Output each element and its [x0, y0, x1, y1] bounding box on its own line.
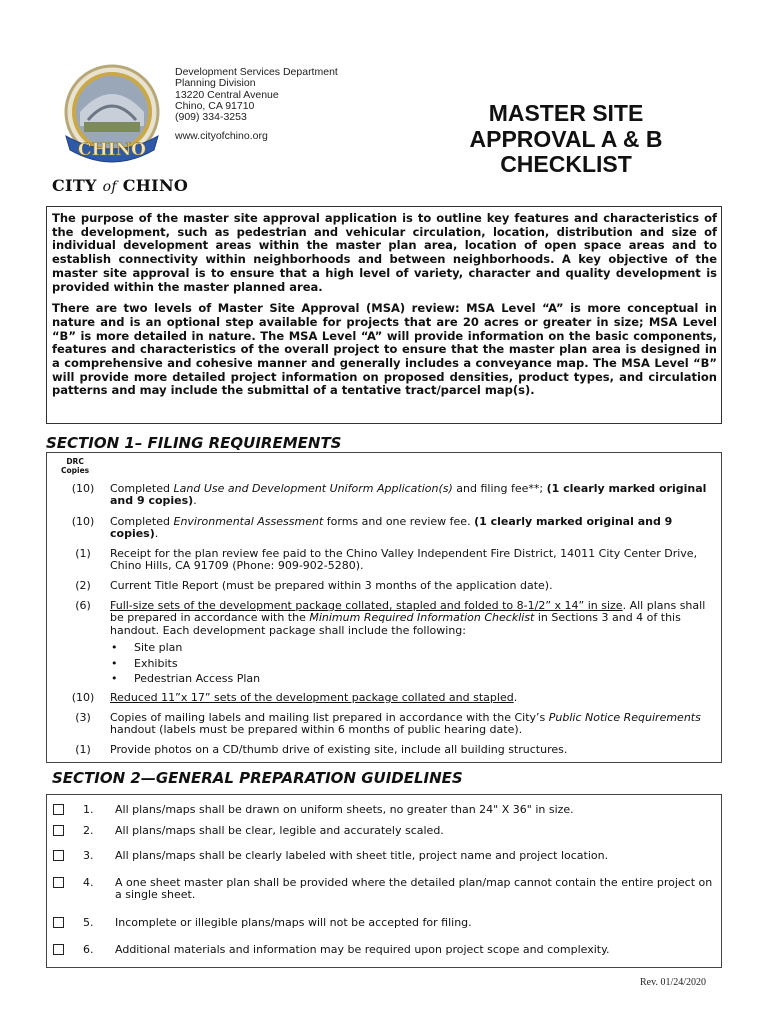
dept-line: Chino, CA 91710 — [175, 99, 255, 112]
document-title: MASTER SITE APPROVAL A & B CHECKLIST — [469, 100, 663, 177]
checkbox[interactable] — [53, 944, 64, 955]
checkbox[interactable] — [53, 825, 64, 836]
section1-table: DRC Copies (10) Completed Land Use and Development Uniform Application(s) and filing fee**; (1 clearly marked original and 9 copies). (10) Completed Environmental Assessment forms and one review fee. (1 clearly marked original and 9 copies). (1) Receipt for the plan review fee paid to the Chino Valley Independent Fire District, 14011 City Center Drive, Chino Hills, CA 91709 (Phone: 909-902-5280). (2) Current Title Report (must be prepared within 3 months of the application date). (6) Full-size sets of the development package collated, stapled and folded to 8-1/2” x 14” in size. All plans shall be prepared in accordance with the Minimum Required Information Checklist in Sections 3 and 4 of this handout. Each development package shall include the following: • Site plan • Exhibits • Pedestrian Access Plan (10) Reduced 11”x 17” sets of the development package collated and stapled. (3) Copies of mailing labels and mailing list prepared in accordance with the City’s Public Notice Requirements handout (labels must be prepared within 6 months of public hearing date). (1) Provide photos on a CD/thumb drive of existing site, include all building structures. — [46, 452, 722, 763]
dept-line: 13220 Central Avenue — [175, 88, 279, 101]
checkbox[interactable] — [53, 877, 64, 888]
city-seal-logo — [58, 62, 166, 177]
section2-heading: SECTION 2—GENERAL PREPARATION GUIDELINES — [52, 769, 463, 787]
package-contents-list — [110, 640, 716, 687]
department-address — [175, 67, 338, 143]
checkbox[interactable] — [53, 804, 64, 815]
revision-date: Rev. 01/24/2020 — [640, 977, 707, 988]
intro-paragraph-1: The purpose of the master site approval application is to outline key features and characteristics of the development, such as pedestrian and vehicular circulation, location, distribution and size of individual development areas within the master plan area, location of open space areas and to establish connectivity within neighborhoods and between neighborhoods. A key objective of the master site approval is to ensure that a high level of variety, character and quality development is provided within the master planned area. — [52, 211, 717, 294]
list-item: • Exhibits — [110, 656, 716, 672]
logo-text: CHINO — [78, 140, 146, 160]
list-item: • Site plan — [110, 640, 716, 656]
intro-box — [46, 206, 722, 424]
drc-copies-header: DRC Copies — [61, 457, 90, 475]
checkbox[interactable] — [53, 917, 64, 928]
city-name: CITY of CHINO — [52, 176, 189, 195]
section2-table: 1. All plans/maps shall be drawn on uniform sheets, no greater than 24" X 36" in size. 2. All plans/maps shall be clear, legible and accurately scaled. 3. All plans/maps shall be clearly labeled with sheet title, project name and project location. 4. A one sheet master plan shall be provided where the detailed plan/map cannot contain the entire project on a single sheet. 5. Incomplete or illegible plans/maps will not be accepted for filing. 6. Additional materials and information may be required upon project scope and complexity. — [46, 794, 722, 968]
list-item: • Pedestrian Access Plan — [110, 671, 716, 687]
intro-paragraph-2: There are two levels of Master Site Approval (MSA) review: MSA Level “A” is more conceptual in nature and is an optional step available for projects that are 20 acres or greater in size; MSA Level “B” is more detailed in nature. The MSA Level “A” will provide information on the basic components, features and characteristics of the overall project to ensure that the master plan area is designed in a comprehensive and cohesive manner and generally includes a conveyance map. The MSA Level “B” will provide more detailed project information on proposed densities, product types, and circulation patterns and may include the submittal of a tentative tract/parcel map(s). — [52, 301, 717, 398]
checkbox[interactable] — [53, 850, 64, 861]
dept-line: Planning Division — [175, 77, 256, 90]
section1-heading: SECTION 1– FILING REQUIREMENTS — [46, 434, 342, 452]
dept-line: (909) 334-3253 — [175, 111, 247, 124]
dept-line: Development Services Department — [175, 66, 338, 78]
website-link[interactable]: www.cityofchino.org — [175, 130, 268, 143]
